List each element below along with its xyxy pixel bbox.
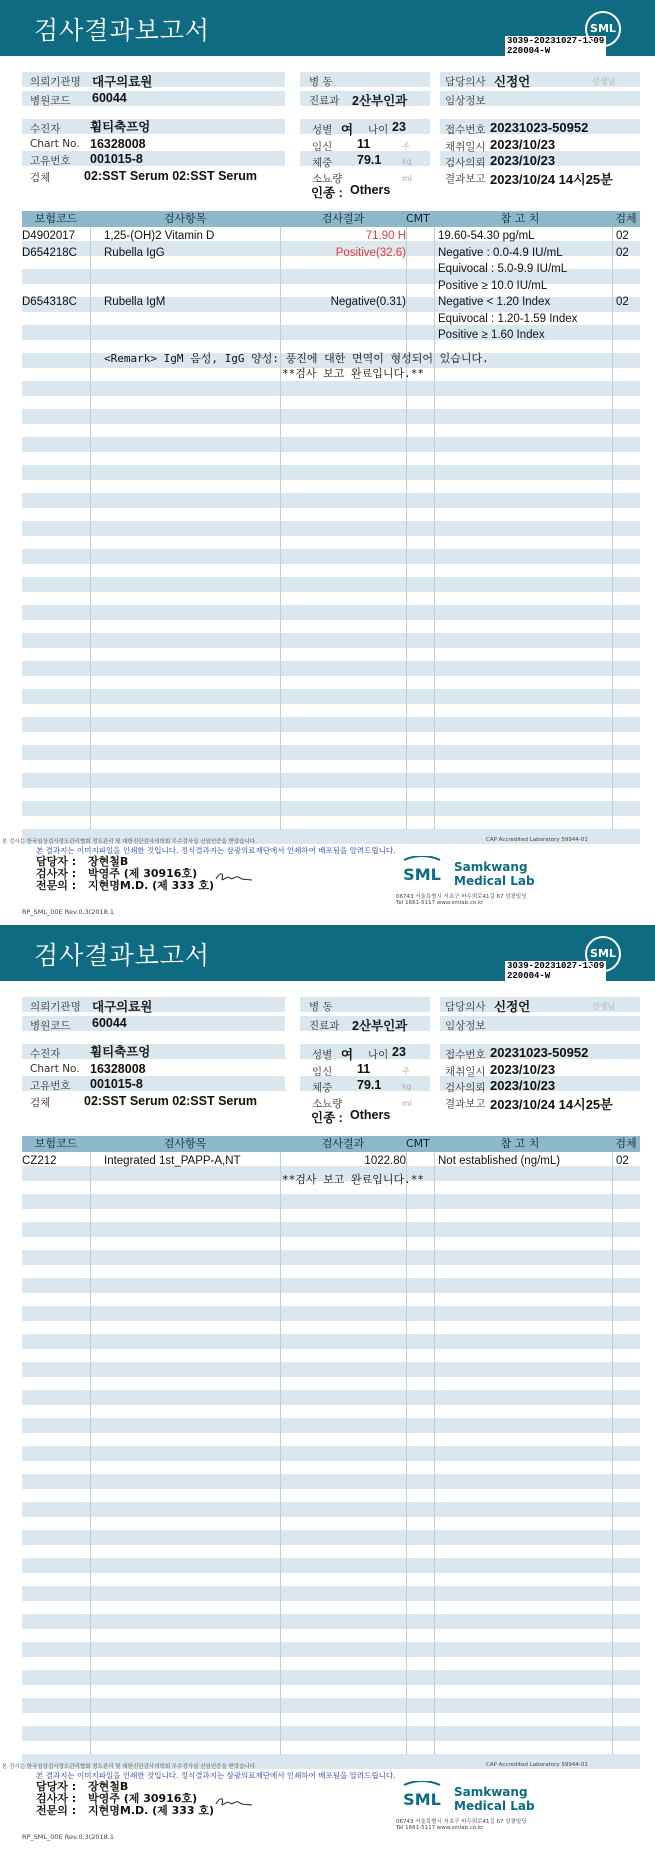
row-result: 1022.80 (364, 1155, 406, 1167)
specialist-label: 전문의 : (36, 879, 77, 892)
sml-logo-icon: SML (585, 936, 621, 972)
report-complete-text: **검사 보고 완료입니다.** (282, 1172, 424, 1186)
col-code: 보험코드 (34, 212, 78, 225)
samkwang-logo-text: SML (403, 865, 441, 884)
results-table-header (22, 211, 640, 227)
hospital-value: 대구의료원 (92, 1000, 153, 1014)
patient-label: 수진자 (30, 123, 61, 135)
remark-text: <Remark> IgM 음성, IgG 양성: 풍진에 대한 면역이 형성되어 있습니다. (104, 351, 489, 365)
id-value: 001015-8 (90, 152, 143, 166)
lab-contact: Tel 1661-5117 www.smlab.co.kr (396, 1825, 484, 1831)
sml-logo-icon: SML (585, 11, 621, 47)
dept-label: 진료과 (309, 1020, 340, 1032)
hospital-code-label: 병원코드 (30, 95, 71, 107)
urine-label: 소뇨량 (312, 173, 343, 185)
doctor-label: 담당의사 (445, 76, 486, 88)
specimen-label: 검체 (30, 172, 51, 184)
row-result: Negative(0.31) (330, 296, 406, 308)
report-date-value: 2023/10/24 14시25분 (490, 1097, 613, 1112)
sex-label: 성별 (312, 1049, 333, 1061)
row-spec: 02 (616, 1155, 629, 1167)
weight-value: 79.1 (357, 153, 382, 167)
weight-unit: kg (402, 157, 412, 166)
age-value: 23 (392, 120, 406, 134)
col-cmt: CMT (406, 212, 430, 225)
lab-name-1: Samkwang (454, 860, 528, 874)
collect-label: 채취일시 (445, 141, 486, 153)
doctor-value: 신정언 (494, 1000, 531, 1014)
report-header (0, 0, 655, 56)
collect-label: 채취일시 (445, 1066, 486, 1078)
row-ref: Positive ≥ 10.0 IU/mL (438, 279, 548, 292)
row-code: D4902017 (22, 230, 76, 242)
report-date-value: 2023/10/24 14시25분 (490, 172, 613, 187)
hospital-label: 의뢰기관명 (30, 76, 81, 88)
chart-label: Chart No. (30, 138, 80, 150)
preg-value: 11 (357, 1062, 371, 1076)
cert-value: Others (350, 1108, 391, 1122)
clinical-label: 임상정보 (445, 95, 486, 107)
ward-label: 병 동 (309, 76, 333, 88)
specialist-label: 전문의 : (36, 1804, 77, 1817)
row-code: D654318C (22, 296, 77, 308)
doctor-suffix: 선생님 (592, 1002, 616, 1011)
signature-icon (214, 870, 254, 884)
row-spec: 02 (616, 230, 629, 242)
patient-value: 휨티축프엉 (90, 1045, 151, 1059)
accreditation-fine-print: 본 검사는 한국임상검사정도관리협회 정도관리 및 대한진단검사의학회 우수검사실 신임인증을 받았습니다. (2, 1764, 257, 1770)
printout-notice: 본 결과지는 이미지파일을 인쇄한 것입니다. 정식결과지는 삼광의료재단에서 인쇄하여 배포됨을 알려드립니다. (36, 846, 396, 855)
row-item: Integrated 1st_PAPP-A,NT (104, 1155, 241, 1167)
col-ref: 참 고 치 (500, 1137, 540, 1150)
results-table-header (22, 1136, 640, 1152)
preg-unit: 주 (402, 142, 410, 151)
lab-name-1: Samkwang (454, 1785, 528, 1799)
row-ref: Equivocal : 1.20-1.59 Index (438, 312, 578, 325)
hospital-code-value: 60044 (92, 1016, 127, 1030)
row-ref: 19.60-54.30 pg/mL (438, 230, 535, 242)
row-ref: Negative : 0.0-4.9 IU/mL (438, 246, 563, 259)
row-result: 71.90 H (365, 230, 406, 242)
col-spec: 검체 (615, 1137, 637, 1150)
doctor-value: 신정언 (494, 75, 531, 89)
col-result: 검사결과 (321, 212, 365, 225)
hospital-code-label: 병원코드 (30, 1020, 71, 1032)
cap-accreditation: CAP Accredited Laboratory 59944-01 (486, 837, 588, 843)
sex-value: 여 (341, 123, 354, 137)
manager-name: 장현철B (88, 1780, 129, 1793)
row-ref: Equivocal : 5.0-9.9 IU/mL (438, 263, 568, 275)
test-value: 2023/10/23 (490, 153, 556, 168)
lab-address: 06743 서울특별시 서초구 바우뫼로41길 67 삼광빌딩 (396, 1819, 527, 1825)
age-label: 나이 (368, 1049, 389, 1061)
samkwang-logo-icon (400, 1781, 444, 1811)
weight-label: 체중 (312, 157, 333, 169)
col-result: 검사결과 (321, 1137, 365, 1150)
test-value: 2023/10/23 (490, 1078, 556, 1093)
collect-value: 2023/10/23 (490, 137, 556, 152)
report-page (0, 925, 655, 1850)
examiner-name: 박영주 (제 30916호) (88, 867, 198, 880)
examiner-label: 검사자 : (36, 1792, 77, 1805)
lab-name-2: Medical Lab (454, 1799, 535, 1813)
row-ref: Negative < 1.20 Index (438, 296, 551, 308)
cert-label: 인종 : (311, 1111, 343, 1125)
row-ref: Not established (ng/mL) (438, 1155, 561, 1167)
cert-label: 인종 : (311, 186, 343, 200)
manager-label: 담당자 : (36, 855, 77, 868)
patient-label: 수진자 (30, 1048, 61, 1060)
preg-unit: 주 (402, 1067, 410, 1076)
clinical-label: 임상정보 (445, 1020, 486, 1032)
hospital-value: 대구의료원 (92, 75, 153, 89)
specimen-value: 02:SST Serum 02:SST Serum (84, 169, 257, 183)
samkwang-logo-icon (400, 856, 444, 886)
id-label: 고유번호 (30, 155, 71, 167)
doctor-suffix: 선생님 (592, 77, 616, 86)
sex-value: 여 (341, 1048, 354, 1062)
receipt-label: 접수번호 (445, 124, 486, 136)
report-title: 검사결과보고서 (34, 16, 211, 45)
examiner-label: 검사자 : (36, 867, 77, 880)
urine-unit: ml (402, 174, 413, 183)
manager-name: 장현철B (88, 855, 129, 868)
col-cmt: CMT (406, 1137, 430, 1150)
col-item: 검사항목 (163, 212, 207, 225)
report-complete-text: **검사 보고 완료입니다.** (282, 366, 424, 380)
weight-unit: kg (402, 1082, 412, 1091)
row-ref: Positive ≥ 1.60 Index (438, 329, 545, 341)
chart-value: 16328008 (90, 1062, 146, 1076)
row-item: 1,25-(OH)2 Vitamin D (104, 230, 215, 242)
report-date-label: 결과보고 (445, 173, 486, 185)
signature-icon (214, 1795, 254, 1809)
test-label: 검사의뢰 (445, 157, 486, 169)
examiner-name: 박영주 (제 30916호) (88, 1792, 198, 1805)
specimen-value: 02:SST Serum 02:SST Serum (84, 1094, 257, 1108)
specimen-label: 검체 (30, 1097, 51, 1109)
age-value: 23 (392, 1045, 406, 1059)
urine-unit: ml (402, 1099, 413, 1108)
form-number: RP_SML_00E Rev.0.3(2018.1 (22, 908, 114, 916)
row-code: CZ212 (22, 1155, 57, 1167)
specialist-name: 지현명M.D. (제 333 호) (88, 1804, 215, 1817)
dept-value: 2산부인과 (352, 1019, 408, 1033)
cert-value: Others (350, 183, 391, 197)
row-spec: 02 (616, 296, 629, 308)
report-id: 3039-20231027-1509 220004-W (507, 36, 605, 56)
row-item: Rubella IgM (104, 296, 166, 308)
cap-accreditation: CAP Accredited Laboratory 59944-01 (486, 1762, 588, 1768)
row-spec: 02 (616, 246, 629, 259)
collect-value: 2023/10/23 (490, 1062, 556, 1077)
manager-label: 담당자 : (36, 1780, 77, 1793)
chart-label: Chart No. (30, 1063, 80, 1075)
lab-contact: Tel 1661-5117 www.smlab.co.kr (396, 900, 484, 906)
lab-name-2: Medical Lab (454, 874, 535, 888)
samkwang-logo-text: SML (403, 1790, 441, 1809)
col-spec: 검체 (615, 212, 637, 225)
row-item: Rubella IgG (104, 246, 165, 259)
id-label: 고유번호 (30, 1080, 71, 1092)
patient-value: 휨티축프엉 (90, 120, 151, 134)
row-code: D654218C (22, 246, 77, 259)
receipt-label: 접수번호 (445, 1049, 486, 1061)
form-number: RP_SML_00E Rev.0.3(2018.1 (22, 1833, 114, 1841)
age-label: 나이 (368, 124, 389, 136)
preg-value: 11 (357, 137, 371, 151)
preg-label: 임신 (312, 141, 333, 153)
dept-value: 2산부인과 (352, 94, 408, 108)
report-date-label: 결과보고 (445, 1098, 486, 1110)
chart-value: 16328008 (90, 137, 146, 151)
preg-label: 임신 (312, 1066, 333, 1078)
receipt-value: 20231023-50952 (490, 1045, 589, 1060)
urine-label: 소뇨량 (312, 1098, 343, 1110)
col-item: 검사항목 (163, 1137, 207, 1150)
report-header (0, 925, 655, 981)
doctor-label: 담당의사 (445, 1001, 486, 1013)
hospital-code-value: 60044 (92, 91, 127, 105)
test-label: 검사의뢰 (445, 1082, 486, 1094)
accreditation-fine-print: 본 검사는 한국임상검사정도관리협회 정도관리 및 대한진단검사의학회 우수검사실 신임인증을 받았습니다. (2, 839, 257, 845)
report-title: 검사결과보고서 (34, 941, 211, 970)
dept-label: 진료과 (309, 95, 340, 107)
receipt-value: 20231023-50952 (490, 120, 589, 135)
weight-label: 체중 (312, 1082, 333, 1094)
lab-address: 06743 서울특별시 서초구 바우뫼로41길 67 삼광빌딩 (396, 894, 527, 900)
col-code: 보험코드 (34, 1137, 78, 1150)
weight-value: 79.1 (357, 1078, 382, 1092)
id-value: 001015-8 (90, 1077, 143, 1091)
col-ref: 참 고 치 (500, 212, 540, 225)
hospital-label: 의뢰기관명 (30, 1001, 81, 1013)
report-id: 3039-20231027-1509 220004-W (507, 961, 605, 981)
row-result: Positive(32.6) (335, 246, 406, 259)
ward-label: 병 동 (309, 1001, 333, 1013)
specialist-name: 지현명M.D. (제 333 호) (88, 879, 215, 892)
sex-label: 성별 (312, 124, 333, 136)
printout-notice: 본 결과지는 이미지파일을 인쇄한 것입니다. 정식결과지는 삼광의료재단에서 인쇄하여 배포됨을 알려드립니다. (36, 1771, 396, 1780)
